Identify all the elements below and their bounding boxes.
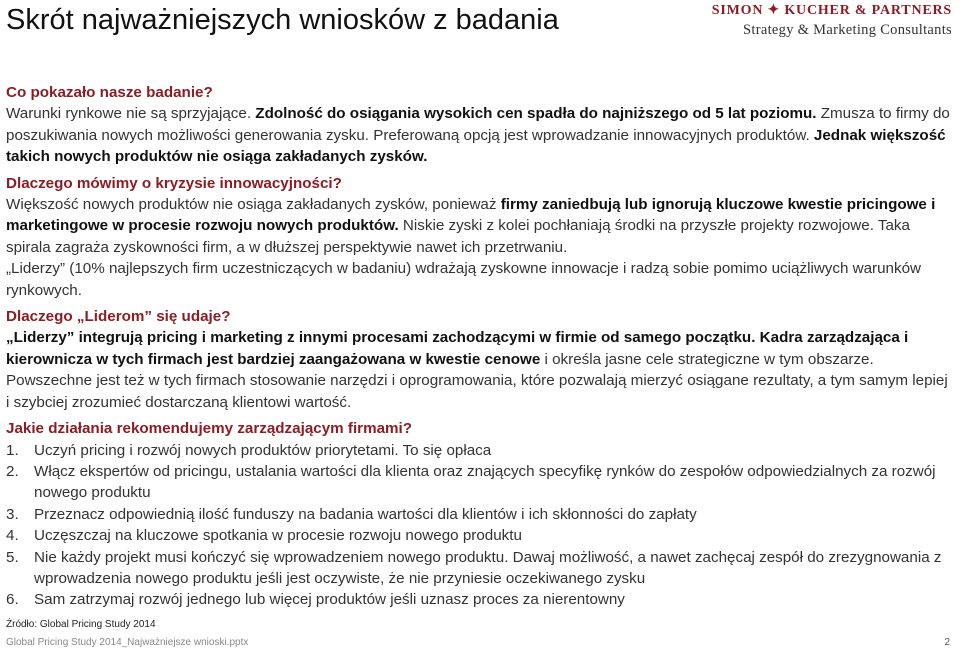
crisis-paragraph [6, 194, 950, 258]
footer-filename: Global Pricing Study 2014_Najważniejsze wnioski.pptx [6, 637, 249, 648]
list-item-text: Włącz ekspertów od pricingu, ustalania wartości dla klienta oraz znających specyfikę rynków do zespołów odpowiedzialnych za rozwój nowego produktu [34, 462, 936, 502]
list-item [6, 461, 950, 504]
section-heading-crisis: Dlaczego mówimy o kryzysie innowacyjności? [6, 174, 342, 192]
leaders-text: i określa jasne cele strategiczne w tym obszarze. Powszechne jest też w tych firmach stosowanie narzędzi i oprogramowania, które pozwalają mierzyć osiągane rezultaty, a tym samym lepiej i szybciej zrozumieć dostarczaną klientowi wartość. [6, 350, 948, 411]
section-heading-recommendations: Jakie działania rekomendujemy zarządzającym firmami? [6, 420, 413, 438]
findings-bold-1: Zdolność do osiągania wysokich cen spadła do najniższego od 5 lat poziomu. [255, 105, 817, 123]
page-number: 2 [944, 637, 950, 648]
crisis-bold: firmy zaniedbują lub ignorują kluczowe kwestie pricingowe i marketingowe w procesie rozwoju nowych produktów. [6, 196, 936, 235]
findings-paragraph [6, 103, 950, 167]
list-item [6, 589, 950, 610]
findings-bold-2: Jednak większość takich nowych produktów nie osiąga zakładanych zysków. [6, 126, 946, 166]
list-item [6, 504, 950, 525]
findings-text-1: Warunki rynkowe nie są sprzyjające. [6, 105, 252, 123]
crisis-text-2: Niskie zyski z kolei pochłaniają środki na przyszłe projekty rozwojowe. Taka spirala zagraża zyskowności firm, a w dłuższej perspektywie nawet ich przetrwaniu. [6, 217, 910, 256]
list-item-number: 2. [6, 462, 19, 480]
company-logo [712, 2, 952, 39]
list-item-text: Uczęszczaj na kluczowe spotkania w procesie rozwoju nowego produktu [34, 527, 522, 545]
section-heading-leaders: Dlaczego „Liderom” się udaje? [6, 308, 231, 326]
list-item-number: 5. [6, 548, 19, 566]
list-item [6, 525, 950, 546]
list-item-text: Przeznacz odpowiednią ilość funduszy na badania wartości dla klientów i ich skłonności do zapłaty [34, 505, 697, 523]
leaders-bold-1: „Liderzy” integrują pricing i marketing z innymi procesami zachodzącymi w firmie od samego początku. [6, 329, 756, 347]
page-title: Skrót najważniejszych wniosków z badania [6, 4, 559, 36]
list-item [6, 440, 950, 461]
list-item-text: Uczyń pricing i rozwój nowych produktów priorytetami. To się opłaca [34, 441, 492, 459]
crisis-text-1: Większość nowych produktów nie osiąga zakładanych zysków, ponieważ [6, 196, 497, 214]
findings-text-2: Zmusza to firmy do poszukiwania nowych możliwości generowania zysku. Preferowaną opcją jest wprowadzanie innowacyjnych produktów. [6, 105, 950, 144]
logo-name: SIMON ✦ KUCHER & PARTNERS [711, 3, 952, 18]
list-item-number: 4. [6, 527, 19, 545]
recommendations-list [6, 440, 950, 611]
list-item-number: 1. [6, 441, 19, 459]
list-item-text: Nie każdy projekt musi kończyć się wprowadzeniem nowego produktu. Dawaj możliwość, a nawet zachęcaj zespół do zrezygnowania z wprowadzenia nowego produktu jeśli jest oczywiste, że nie przyniesie oczekiwanego zysku [34, 548, 942, 587]
section-heading-findings: Co pokazało nasze badanie? [6, 84, 213, 101]
list-item-number: 3. [6, 505, 19, 523]
logo-tagline: Strategy & Marketing Consultants [743, 22, 952, 38]
list-item-text: Sam zatrzymaj rozwój jednego lub więcej produktów jeśli uznasz proces za nierentowny [34, 591, 625, 609]
leaders-paragraph: „Liderzy” (10% najlepszych firm uczestniczących w badaniu) wdrażają zyskowne innowacje i radzą sobie pomimo uciążliwych warunków rynkowych. [6, 260, 922, 299]
leaders-success-paragraph [6, 327, 950, 413]
slide-content [6, 82, 950, 611]
source-note: Źródło: Global Pricing Study 2014 [6, 619, 156, 630]
list-item-number: 6. [6, 591, 19, 609]
list-item [6, 547, 950, 590]
leaders-bold-2: Kadra zarządzająca i kierownicza w tych firmach jest bardziej zaangażowana w kwestie cenowe [6, 329, 909, 368]
